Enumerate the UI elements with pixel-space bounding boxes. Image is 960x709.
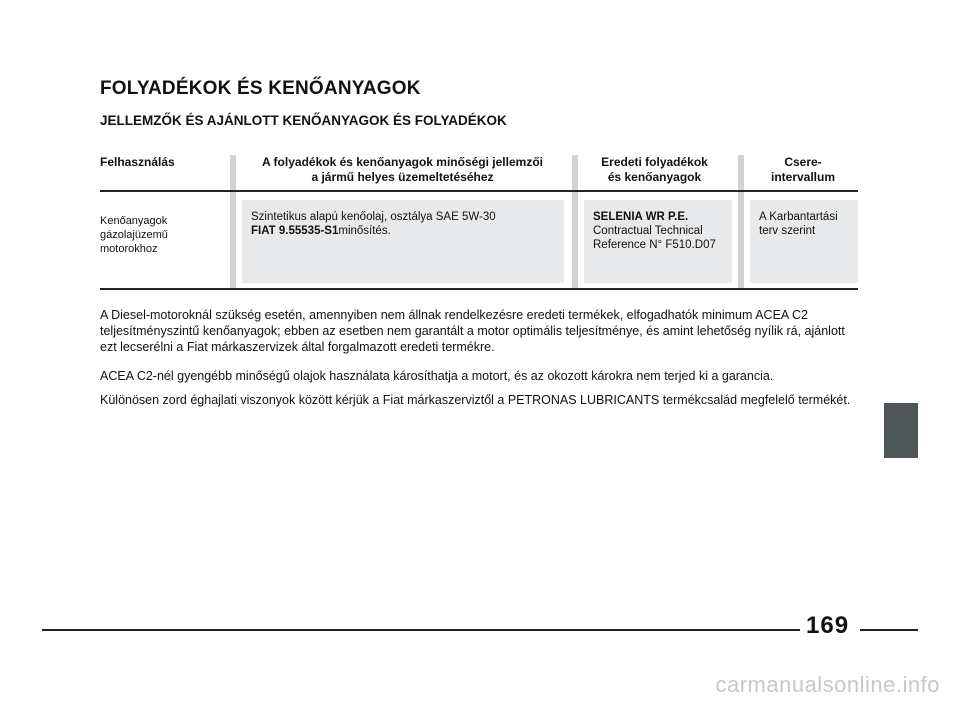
header-original-products: Eredeti folyadékok és kenőanyagok — [601, 155, 708, 184]
header-usage: Felhasználás — [100, 155, 175, 169]
paragraph-climate: Különösen zord éghajlati viszonyok között kérjük a Fiat márkaszerviztől a PETRONAS LUBRICANTS termékcsalád megfelelő termékét. — [100, 393, 851, 407]
cell-interval: A Karbantartási terv szerint — [750, 200, 858, 283]
footer-rule-left — [42, 629, 800, 631]
page-title: FOLYADÉKOK ÉS KENŐANYAGOK — [100, 78, 421, 99]
column-separator — [572, 155, 578, 288]
cell-original-product: SELENIA WR P.E. Contractual Technical Reference N° F510.D07 — [584, 200, 732, 283]
cell-specification: Szintetikus alapú kenőolaj, osztálya SAE 5W-30 FIAT 9.55535-S1minősítés. — [242, 200, 564, 283]
footer-rule-right — [860, 629, 918, 631]
column-separator — [230, 155, 236, 288]
page-number: 169 — [806, 612, 850, 639]
table-header-rule — [100, 190, 858, 192]
watermark: carmanualsonline.info — [715, 672, 940, 697]
column-separator — [738, 155, 744, 288]
header-quality: A folyadékok és kenőanyagok minőségi jellemzői a jármű helyes üzemeltetéséhez — [262, 155, 543, 184]
section-subtitle: JELLEMZŐK ÉS AJÁNLOTT KENŐANYAGOK ÉS FOLYADÉKOK — [100, 113, 507, 128]
table-bottom-rule — [100, 288, 858, 290]
spec-code: FIAT 9.55535-S1 — [251, 225, 339, 237]
chapter-tab — [884, 403, 918, 458]
paragraph-diesel: A Diesel-motoroknál szükség esetén, amennyiben nem állnak rendelkezésre eredeti termékek, elfogadhatók minimum ACEA C2 teljesítményszintű kenőanyagok; ebben az esetben nem garantált a motor optimális teljesítménye, és amint lehetőség nyílik rá, ajánlott ezt lecserélni a Fiat márkaszervizek által forgalmazott eredeti termékre. — [100, 308, 845, 354]
cell-usage: Kenőanyagok gázolajüzemű motorokhoz — [100, 215, 168, 255]
paragraph-acea: ACEA C2-nél gyengébb minőségű olajok használata károsíthatja a motort, és az okozott károkra nem terjed ki a garancia. — [100, 369, 774, 383]
header-interval: Csere- intervallum — [770, 155, 836, 184]
product-name: SELENIA WR P.E. — [593, 211, 689, 223]
